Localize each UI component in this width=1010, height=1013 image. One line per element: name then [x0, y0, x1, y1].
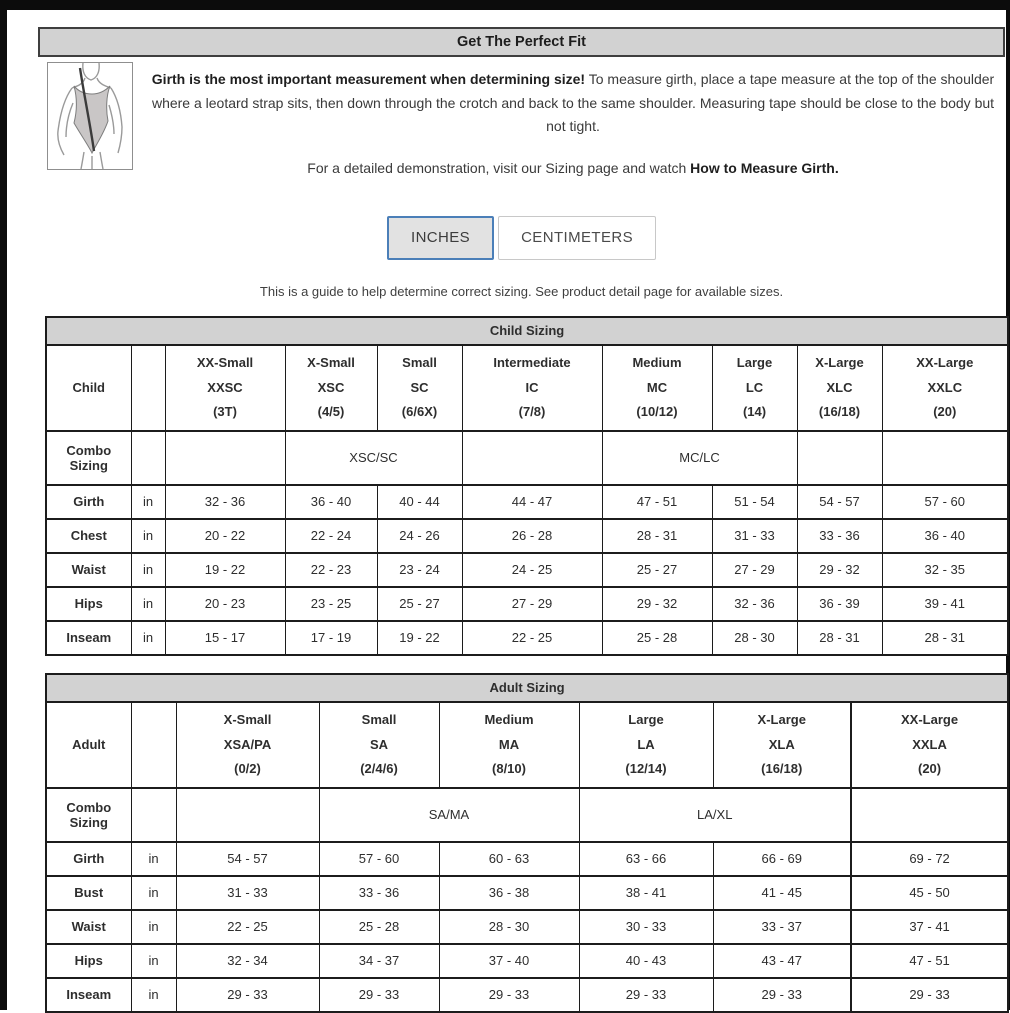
child-waist-value: 24 - 25 [462, 553, 602, 587]
sizing-tables [7, 316, 1006, 1013]
page-title: Get The Perfect Fit [457, 34, 586, 50]
adult-waist-value: 28 - 30 [439, 910, 579, 944]
child-column-name: XX-Large [916, 355, 974, 371]
child-column-header-small [377, 345, 462, 431]
child-combo-cell-xscsc: XSC/SC [285, 431, 462, 485]
adult-column-header-x-small [176, 702, 319, 788]
child-girth-value: 47 - 51 [602, 485, 712, 519]
child-column-code: MC [646, 379, 668, 395]
child-column-name: Intermediate [493, 355, 571, 371]
child-column-header-x-small [285, 345, 377, 431]
child-unit-cell: in [131, 621, 165, 655]
adult-girth-value: 60 - 63 [439, 842, 579, 876]
screenshot-frame-top [0, 0, 1010, 10]
adult-column-code: MA [498, 736, 520, 752]
child-waist-value: 22 - 23 [285, 553, 377, 587]
child-row-hips [46, 587, 1008, 621]
adult-column-header-medium [439, 702, 579, 788]
adult-column-code: LA [637, 736, 655, 752]
child-unit-cell: in [131, 587, 165, 621]
adult-measurement-label: Bust [46, 876, 131, 910]
adult-column-sizes: (0/2) [234, 760, 261, 776]
child-hips-value: 39 - 41 [882, 587, 1008, 621]
sizing-guide-note: This is a guide to help determine correct sizing. See product detail page for available sizes. [259, 283, 784, 299]
adult-combo-label: Combo Sizing [46, 788, 131, 842]
child-unit-cell: in [131, 519, 165, 553]
child-inseam-value: 25 - 28 [602, 621, 712, 655]
adult-measurement-label: Hips [46, 944, 131, 978]
child-combo-unit-cell [131, 431, 165, 485]
child-inseam-value: 19 - 22 [377, 621, 462, 655]
child-girth-value: 51 - 54 [712, 485, 797, 519]
child-column-code: SC [410, 379, 429, 395]
leotard-girth-illustration [47, 62, 133, 170]
adult-hips-value: 40 - 43 [579, 944, 713, 978]
adult-unit-cell: in [131, 842, 176, 876]
adult-table-title: Adult Sizing [46, 674, 1008, 702]
child-chest-value: 33 - 36 [797, 519, 882, 553]
child-girth-value: 36 - 40 [285, 485, 377, 519]
adult-measurement-label: Waist [46, 910, 131, 944]
intro-bold-text: Girth is the most important measurement when determining size! [151, 71, 586, 87]
child-column-code: XSC [317, 379, 345, 395]
child-column-header-large [712, 345, 797, 431]
child-chest-value: 20 - 22 [165, 519, 285, 553]
child-row-girth [46, 485, 1008, 519]
child-unit-cell: in [131, 485, 165, 519]
child-hips-value: 20 - 23 [165, 587, 285, 621]
adult-column-code: XLA [768, 736, 795, 752]
child-table-title: Child Sizing [46, 317, 1008, 345]
child-waist-value: 23 - 24 [377, 553, 462, 587]
adult-column-name: Medium [484, 712, 534, 728]
child-column-name: Small [402, 355, 437, 371]
child-inseam-value: 28 - 30 [712, 621, 797, 655]
child-column-name: XX-Small [196, 355, 254, 371]
child-hips-value: 29 - 32 [602, 587, 712, 621]
child-measurement-label: Girth [46, 485, 131, 519]
adult-bust-value: 33 - 36 [319, 876, 439, 910]
leotard-figure-icon [48, 63, 132, 169]
adult-girth-value: 66 - 69 [713, 842, 851, 876]
child-measurement-label: Waist [46, 553, 131, 587]
child-column-sizes: (14) [742, 403, 767, 419]
child-column-sizes: (6/6X) [401, 403, 438, 419]
adult-inseam-value: 29 - 33 [851, 978, 1008, 1012]
demo-bold-text: How to Measure Girth. [690, 159, 839, 176]
child-combo-label: Combo Sizing [46, 431, 131, 485]
adult-hips-value: 43 - 47 [713, 944, 851, 978]
adult-inseam-value: 29 - 33 [439, 978, 579, 1012]
child-hips-value: 23 - 25 [285, 587, 377, 621]
adult-bust-value: 31 - 33 [176, 876, 319, 910]
child-column-code: XXSC [207, 379, 243, 395]
adult-bust-value: 38 - 41 [579, 876, 713, 910]
child-column-header-x-large [797, 345, 882, 431]
child-column-sizes: (4/5) [317, 403, 345, 419]
adult-column-header-small [319, 702, 439, 788]
demo-prefix-text: For a detailed demonstration, visit our Sizing page and watch [307, 159, 691, 176]
adult-inseam-value: 29 - 33 [176, 978, 319, 1012]
adult-girth-value: 63 - 66 [579, 842, 713, 876]
child-inseam-value: 28 - 31 [797, 621, 882, 655]
child-waist-value: 27 - 29 [712, 553, 797, 587]
child-column-header-medium [602, 345, 712, 431]
child-hips-value: 36 - 39 [797, 587, 882, 621]
adult-bust-value: 41 - 45 [713, 876, 851, 910]
child-column-sizes: (7/8) [518, 403, 546, 419]
adult-hips-value: 37 - 40 [439, 944, 579, 978]
adult-measurement-label: Inseam [46, 978, 131, 1012]
adult-bust-value: 36 - 38 [439, 876, 579, 910]
child-inseam-value: 15 - 17 [165, 621, 285, 655]
child-hips-value: 32 - 36 [712, 587, 797, 621]
child-combo-cell [882, 431, 1008, 485]
adult-combo-unit-cell [131, 788, 176, 842]
adult-hips-value: 34 - 37 [319, 944, 439, 978]
adult-waist-value: 33 - 37 [713, 910, 851, 944]
child-hips-value: 25 - 27 [377, 587, 462, 621]
inches-button[interactable]: INCHES [387, 216, 494, 260]
adult-column-name: X-Small [223, 712, 272, 728]
page-content [7, 10, 1006, 1010]
adult-column-sizes: (20) [917, 760, 942, 776]
intro-section [47, 62, 1005, 176]
adult-column-sizes: (8/10) [492, 760, 526, 776]
adult-unit-cell: in [131, 978, 176, 1012]
adult-measurement-label: Girth [46, 842, 131, 876]
child-chest-value: 22 - 24 [285, 519, 377, 553]
child-row-chest [46, 519, 1008, 553]
child-hips-value: 27 - 29 [462, 587, 602, 621]
adult-girth-value: 57 - 60 [319, 842, 439, 876]
adult-column-name: XX-Large [901, 712, 959, 728]
child-waist-value: 25 - 27 [602, 553, 712, 587]
adult-row-waist [46, 910, 1008, 944]
adult-row-hips [46, 944, 1008, 978]
adult-unit-cell: in [131, 910, 176, 944]
size-table-adult [45, 673, 1009, 1013]
screenshot-frame-left [0, 10, 7, 1010]
adult-unit-header-cell [131, 702, 176, 788]
child-girth-value: 54 - 57 [797, 485, 882, 519]
adult-column-header-x-large [713, 702, 851, 788]
adult-inseam-value: 29 - 33 [713, 978, 851, 1012]
adult-column-code: XSA/PA [223, 736, 272, 752]
child-column-code: XLC [826, 379, 853, 395]
child-chest-value: 36 - 40 [882, 519, 1008, 553]
child-combo-cell [462, 431, 602, 485]
adult-girth-value: 69 - 72 [851, 842, 1008, 876]
adult-waist-value: 30 - 33 [579, 910, 713, 944]
adult-unit-cell: in [131, 876, 176, 910]
adult-combo-cell [851, 788, 1008, 842]
child-column-sizes: (10/12) [636, 403, 678, 419]
adult-combo-cell-sama: SA/MA [319, 788, 579, 842]
child-row-inseam [46, 621, 1008, 655]
child-waist-value: 32 - 35 [882, 553, 1008, 587]
child-column-code: LC [745, 379, 764, 395]
adult-unit-cell: in [131, 944, 176, 978]
child-chest-value: 26 - 28 [462, 519, 602, 553]
adult-column-name: Small [361, 712, 397, 728]
adult-column-code: XXLA [912, 736, 947, 752]
child-chest-value: 31 - 33 [712, 519, 797, 553]
child-combo-cell-mclc: MC/LC [602, 431, 797, 485]
adult-combo-cell-laxl: LA/XL [579, 788, 851, 842]
child-measurement-label: Inseam [46, 621, 131, 655]
page-title-bar [38, 27, 1005, 57]
demo-instruction [141, 160, 1005, 176]
adult-column-code: SA [369, 736, 389, 752]
child-column-sizes: (3T) [213, 403, 237, 419]
adult-group-label: Adult [46, 702, 131, 788]
child-measurement-label: Hips [46, 587, 131, 621]
child-girth-value: 57 - 60 [882, 485, 1008, 519]
child-group-label: Child [46, 345, 131, 431]
child-column-name: Large [736, 355, 773, 371]
adult-column-header-xx-large [851, 702, 1008, 788]
adult-row-girth [46, 842, 1008, 876]
child-column-code: XXLC [927, 379, 963, 395]
child-column-header-xx-small [165, 345, 285, 431]
child-girth-value: 44 - 47 [462, 485, 602, 519]
child-unit-header-cell [131, 345, 165, 431]
intro-text-column [133, 62, 1005, 176]
centimeters-button[interactable]: CENTIMETERS [498, 216, 656, 260]
child-column-header-intermediate [462, 345, 602, 431]
adult-column-sizes: (12/14) [625, 760, 667, 776]
child-row-waist [46, 553, 1008, 587]
child-inseam-value: 17 - 19 [285, 621, 377, 655]
adult-column-sizes: (2/4/6) [360, 760, 398, 776]
child-combo-cell [797, 431, 882, 485]
child-column-code: IC [525, 379, 539, 395]
child-column-name: Medium [632, 355, 682, 371]
adult-column-name: Large [628, 712, 664, 728]
adult-column-sizes: (16/18) [761, 760, 803, 776]
child-inseam-value: 28 - 31 [882, 621, 1008, 655]
child-column-name: X-Large [815, 355, 864, 371]
adult-hips-value: 32 - 34 [176, 944, 319, 978]
child-girth-value: 40 - 44 [377, 485, 462, 519]
child-chest-value: 24 - 26 [377, 519, 462, 553]
child-inseam-value: 22 - 25 [462, 621, 602, 655]
adult-column-header-large [579, 702, 713, 788]
adult-row-bust [46, 876, 1008, 910]
child-column-sizes: (20) [933, 403, 957, 419]
intro-rest-text: To measure girth, place a tape measure at the top of the shoulder where a leotard strap sits, then down through the crotch and back to the same shoulder. Measuring tape should be close to the body but not tight. [151, 71, 995, 135]
unit-toggle [38, 216, 1005, 260]
child-column-name: X-Small [307, 355, 355, 371]
adult-column-name: X-Large [757, 712, 806, 728]
adult-waist-value: 25 - 28 [319, 910, 439, 944]
adult-hips-value: 47 - 51 [851, 944, 1008, 978]
child-girth-value: 32 - 36 [165, 485, 285, 519]
size-table-child [45, 316, 1009, 656]
adult-combo-cell [176, 788, 319, 842]
child-unit-cell: in [131, 553, 165, 587]
intro-paragraph [141, 68, 1005, 139]
adult-bust-value: 45 - 50 [851, 876, 1008, 910]
adult-inseam-value: 29 - 33 [579, 978, 713, 1012]
adult-girth-value: 54 - 57 [176, 842, 319, 876]
child-measurement-label: Chest [46, 519, 131, 553]
child-column-header-xx-large [882, 345, 1008, 431]
adult-waist-value: 37 - 41 [851, 910, 1008, 944]
adult-inseam-value: 29 - 33 [319, 978, 439, 1012]
child-waist-value: 29 - 32 [797, 553, 882, 587]
child-combo-cell [165, 431, 285, 485]
child-chest-value: 28 - 31 [602, 519, 712, 553]
adult-waist-value: 22 - 25 [176, 910, 319, 944]
child-column-sizes: (16/18) [818, 403, 861, 419]
adult-row-inseam [46, 978, 1008, 1012]
child-waist-value: 19 - 22 [165, 553, 285, 587]
